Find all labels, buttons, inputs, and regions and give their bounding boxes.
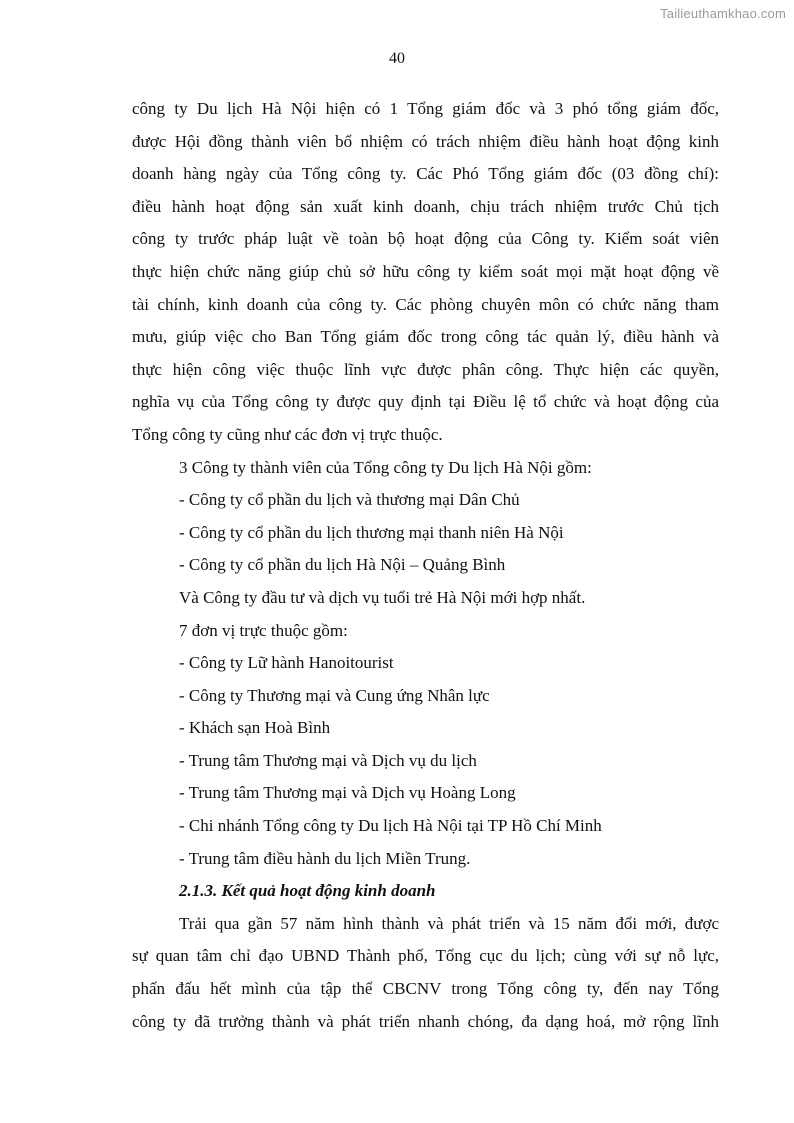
text-line: tài chính, kinh doanh của công ty. Các phòng chuyên môn có chức năng tham [132, 294, 719, 314]
list-item: - Trung tâm Thương mại và Dịch vụ Hoàng Long [179, 783, 516, 803]
text-line: doanh hàng ngày của Tổng công ty. Các Phó Tổng giám đốc (03 đồng chí): [132, 164, 719, 184]
unit-list [132, 647, 719, 875]
text-line: được Hội đồng thành viên bổ nhiệm có trách nhiệm điều hành hoạt động kinh [132, 131, 719, 151]
merger-note: Và Công ty đầu tư và dịch vụ tuổi trẻ Hà Nội mới hợp nhất. [179, 587, 586, 607]
text-line: phấn đấu hết mình của tập thể CBCNV trong Tổng công ty, đến nay Tổng [132, 979, 719, 999]
member-company-list [132, 484, 719, 582]
list-item: - Khách sạn Hoà Bình [179, 718, 331, 738]
paragraph-organization [132, 93, 719, 452]
paragraph-results [132, 908, 719, 1038]
text-line: điều hành hoạt động sản xuất kinh doanh, chịu trách nhiệm trước Chủ tịch [132, 196, 719, 216]
list-item: - Công ty cổ phần du lịch và thương mại Dân Chủ [179, 490, 520, 510]
member-intro: 3 Công ty thành viên của Tổng công ty Du lịch Hà Nội gồm: [179, 457, 592, 477]
text-line: Trải qua gần 57 năm hình thành và phát triển và 15 năm đổi mới, được [179, 913, 719, 933]
text-line: thực hiện chức năng giúp chủ sở hữu công ty kiểm soát mọi mặt hoạt động về [132, 261, 719, 281]
unit-intro: 7 đơn vị trực thuộc gồm: [179, 620, 348, 640]
list-item: - Trung tâm điều hành du lịch Miền Trung. [179, 848, 471, 868]
document-body [132, 93, 719, 1038]
text-line: công ty đã trưởng thành và phát triển nhanh chóng, đa dạng hoá, mở rộng lĩnh [132, 1011, 719, 1031]
list-item: - Chi nhánh Tổng công ty Du lịch Hà Nội tại TP Hồ Chí Minh [179, 816, 602, 836]
list-item: - Công ty Thương mại và Cung ứng Nhân lực [179, 685, 490, 705]
text-line: Tổng công ty cũng như các đơn vị trực thuộc. [132, 424, 443, 444]
text-line: mưu, giúp việc cho Ban Tổng giám đốc trong công tác quản lý, điều hành và [132, 327, 719, 347]
list-item: - Công ty Lữ hành Hanoitourist [179, 653, 394, 673]
text-line: nghĩa vụ của Tổng công ty được quy định tại Điều lệ tổ chức và hoạt động của [132, 392, 719, 412]
text-line: thực hiện công việc thuộc lĩnh vực được phân công. Thực hiện các quyền, [132, 359, 719, 379]
text-line: công ty Du lịch Hà Nội hiện có 1 Tổng giám đốc và 3 phó tổng giám đốc, [132, 99, 719, 118]
list-item: - Công ty cổ phần du lịch Hà Nội – Quảng Bình [179, 555, 506, 575]
list-item: - Công ty cổ phần du lịch thương mại thanh niên Hà Nội [179, 522, 564, 542]
text-line: sự quan tâm chỉ đạo UBND Thành phố, Tổng cục du lịch; cùng với sự nỗ lực, [132, 946, 719, 966]
text-line: công ty trước pháp luật về toàn bộ hoạt động của Công ty. Kiểm soát viên [132, 229, 719, 249]
watermark: Tailieuthamkhao.com [660, 6, 786, 21]
section-heading: 2.1.3. Kết quả hoạt động kinh doanh [179, 881, 436, 901]
page-number: 40 [389, 50, 405, 67]
list-item: - Trung tâm Thương mại và Dịch vụ du lịch [179, 750, 477, 770]
